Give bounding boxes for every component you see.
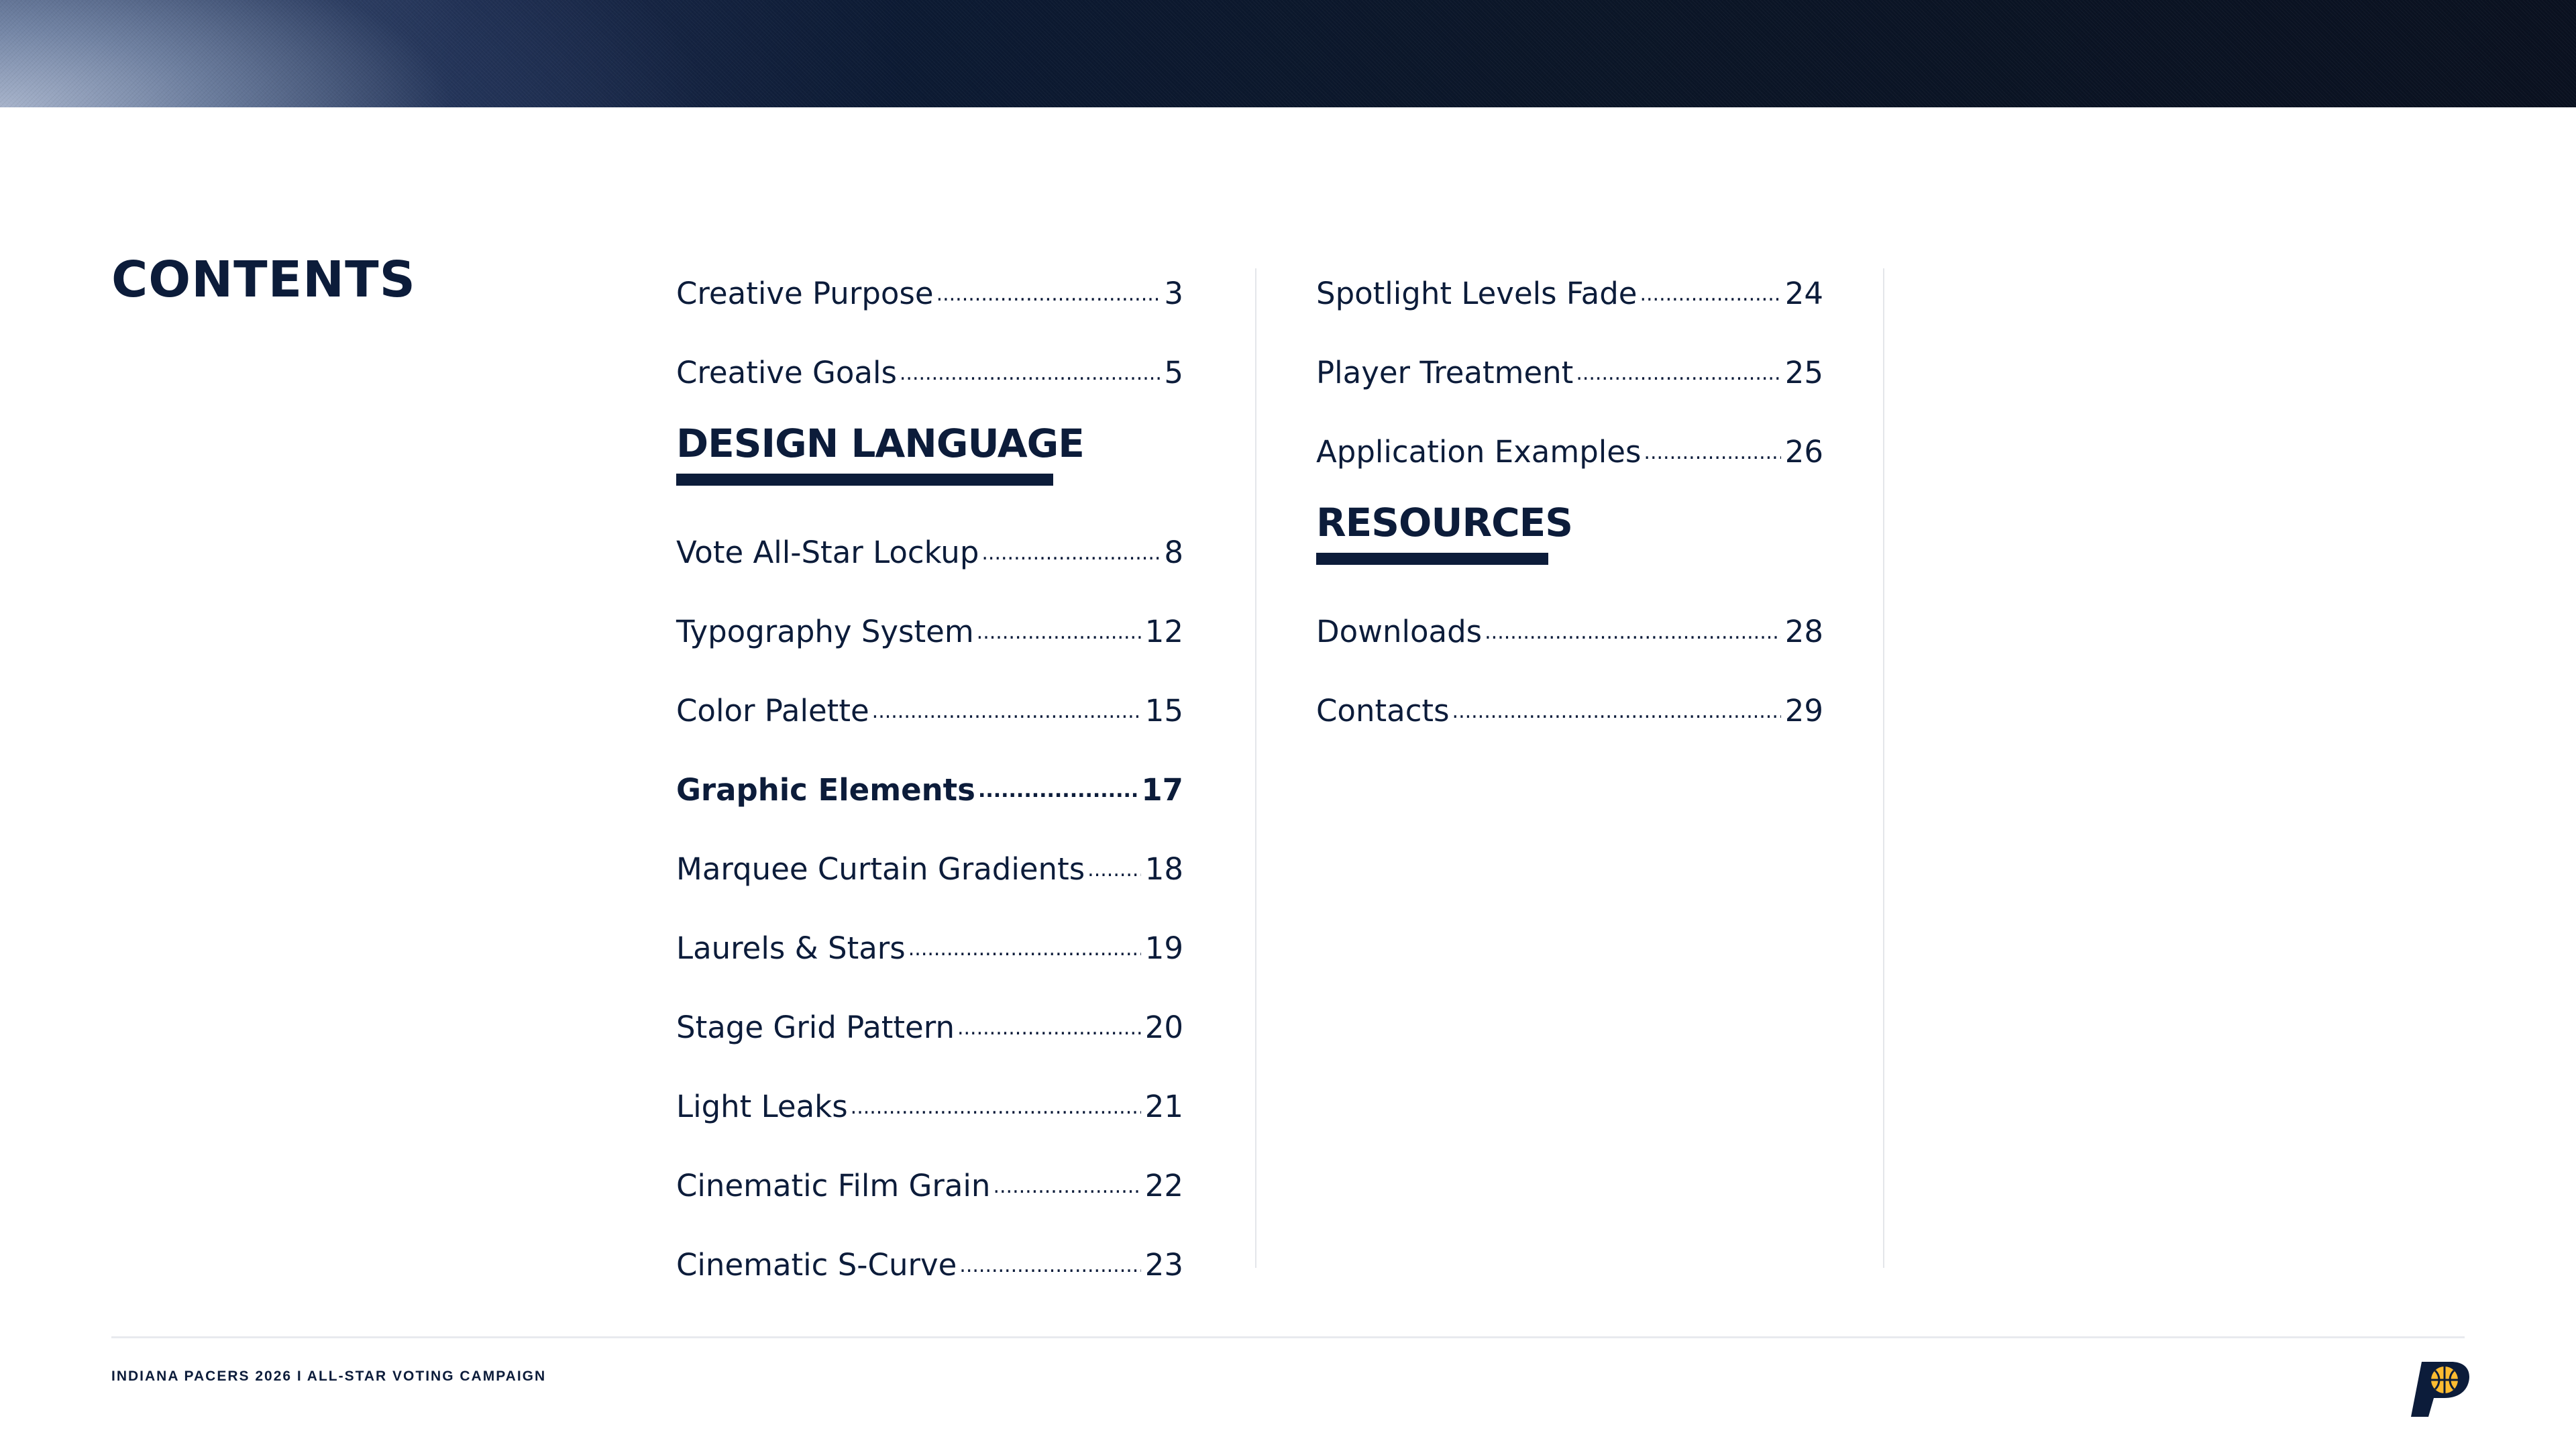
- toc-entry-label: Player Treatment: [1316, 355, 1574, 390]
- pacers-p-logo-icon: [2407, 1358, 2474, 1419]
- section-heading-resources: RESOURCES: [1316, 500, 1573, 545]
- toc-entry-label: Application Examples: [1316, 434, 1642, 470]
- toc-entry-color-palette[interactable]: [676, 672, 1183, 729]
- toc-entry-laurels-stars[interactable]: [676, 910, 1183, 966]
- toc-entry-marquee-curtain-gradients[interactable]: [676, 830, 1183, 887]
- toc-entry-label: Creative Purpose: [676, 276, 934, 311]
- toc-entry-label: Cinematic S-Curve: [676, 1247, 957, 1283]
- toc-entry-label: Spotlight Levels Fade: [1316, 276, 1638, 311]
- toc-entry-page: 22: [1144, 1168, 1183, 1203]
- toc-entry-typography-system[interactable]: [676, 593, 1183, 647]
- toc-entry-creative-goals[interactable]: [676, 334, 1183, 388]
- toc-entry-page: 3: [1164, 276, 1183, 311]
- toc-entry-page: 17: [1141, 772, 1183, 808]
- toc-entry-page: 21: [1144, 1089, 1183, 1124]
- dot-leader: [908, 939, 1141, 963]
- toc-entry-contacts[interactable]: [1316, 672, 1823, 729]
- toc-entry-cinematic-s-curve[interactable]: [676, 1226, 1183, 1283]
- toc-entry-vote-all-star-lockup[interactable]: [676, 514, 1183, 568]
- toc-entry-creative-purpose[interactable]: [676, 255, 1183, 309]
- toc-entry-application-examples[interactable]: [1316, 413, 1823, 470]
- toc-entry-label: Cinematic Film Grain: [676, 1168, 991, 1203]
- toc-entry-label: Contacts: [1316, 693, 1450, 729]
- dot-leader: [981, 543, 1160, 568]
- dot-leader: [900, 364, 1160, 388]
- toc-entry-stage-grid-pattern[interactable]: [676, 989, 1183, 1045]
- dot-leader: [993, 1177, 1140, 1201]
- dot-leader: [977, 623, 1141, 647]
- toc-entry-spotlight-levels-fade[interactable]: [1316, 255, 1823, 309]
- dot-leader: [978, 781, 1137, 805]
- dot-leader: [957, 1018, 1141, 1042]
- toc-entry-cinematic-film-grain[interactable]: [676, 1147, 1183, 1201]
- toc-entry-page: 25: [1784, 355, 1823, 390]
- toc-entry-label: Creative Goals: [676, 355, 897, 390]
- toc-entry-page: 5: [1164, 355, 1183, 390]
- toc-entry-page: 12: [1144, 614, 1183, 649]
- dot-leader: [959, 1256, 1140, 1280]
- toc-entry-label: Stage Grid Pattern: [676, 1010, 955, 1045]
- column-divider: [1255, 268, 1256, 1268]
- toc-entry-player-treatment[interactable]: [1316, 334, 1823, 388]
- toc-entry-page: 20: [1144, 1010, 1183, 1045]
- dot-leader: [1452, 702, 1781, 726]
- toc-entry-label: Marquee Curtain Gradients: [676, 851, 1085, 887]
- toc-entry-label: Light Leaks: [676, 1089, 848, 1124]
- toc-entry-page: 28: [1784, 614, 1823, 649]
- section-underline: [676, 474, 1053, 486]
- dot-leader: [872, 702, 1141, 726]
- toc-entry-label: Color Palette: [676, 693, 869, 729]
- page-title: CONTENTS: [111, 251, 416, 309]
- dot-leader: [851, 1097, 1141, 1122]
- toc-entry-page: 8: [1164, 535, 1183, 570]
- footer-divider: [111, 1336, 2465, 1338]
- toc-entry-light-leaks[interactable]: [676, 1068, 1183, 1122]
- footer-campaign-text: INDIANA PACERS 2026 I ALL-STAR VOTING CAMPAIGN: [111, 1368, 547, 1384]
- toc-entry-label: Typography System: [676, 614, 974, 649]
- toc-entry-label: Vote All-Star Lockup: [676, 535, 979, 570]
- toc-entry-page: 19: [1144, 930, 1183, 966]
- dot-leader: [1087, 860, 1141, 884]
- dot-leader: [1644, 443, 1780, 467]
- dot-leader: [1640, 284, 1780, 309]
- toc-entry-page: 24: [1784, 276, 1823, 311]
- toc-entry-page: 29: [1784, 693, 1823, 729]
- section-heading-design-language: DESIGN LANGUAGE: [676, 421, 1084, 466]
- column-divider: [1883, 268, 1884, 1268]
- header-gradient-banner: [0, 0, 2576, 107]
- toc-entry-page: 15: [1144, 693, 1183, 729]
- toc-entry-graphic-elements[interactable]: [676, 751, 1183, 808]
- dot-leader: [1576, 364, 1780, 388]
- dot-leader: [1485, 623, 1781, 647]
- toc-entry-page: 18: [1144, 851, 1183, 887]
- toc-entry-label: Laurels & Stars: [676, 930, 906, 966]
- section-underline: [1316, 553, 1548, 565]
- toc-entry-page: 26: [1784, 434, 1823, 470]
- toc-entry-label: Graphic Elements: [676, 772, 975, 808]
- toc-entry-label: Downloads: [1316, 614, 1483, 649]
- dot-leader: [936, 284, 1161, 309]
- toc-entry-page: 23: [1144, 1247, 1183, 1283]
- toc-entry-downloads[interactable]: [1316, 593, 1823, 647]
